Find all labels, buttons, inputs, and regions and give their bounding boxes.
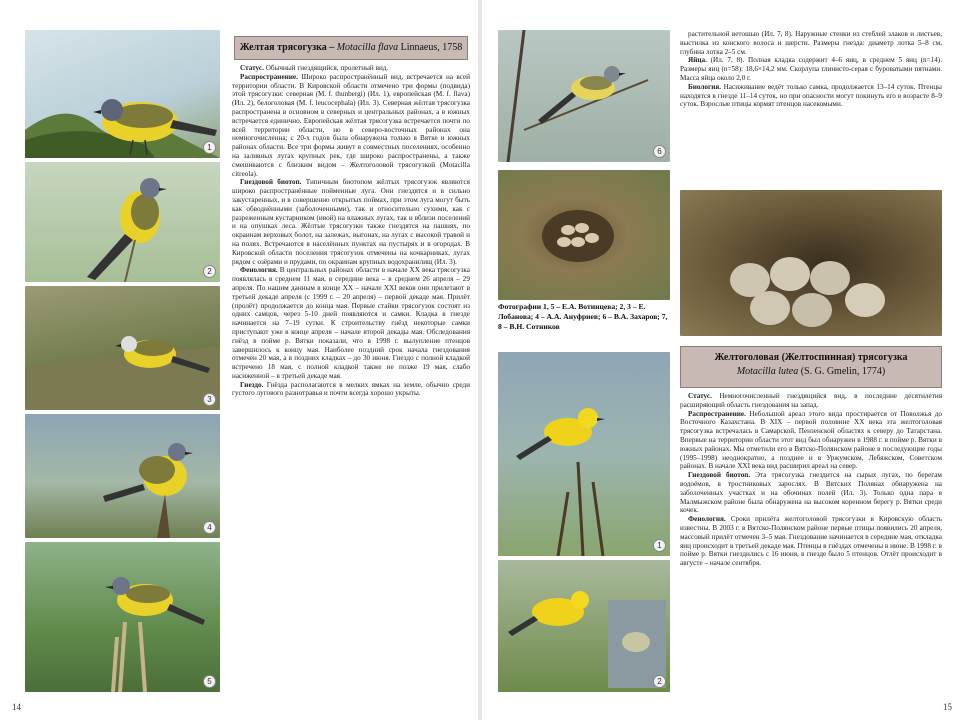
photo-wagtail-5	[25, 542, 220, 692]
photo-credits: Фотографии 1, 5 – Е.А. Вотинцева; 2, 3 – Е. Лобанова; 4 – А.А. Ануфриев; 6 – В.А. Захаров; 7, 8 – В.Н. Сотников	[498, 302, 668, 331]
photo-number: 1	[203, 141, 216, 154]
eggs-illustration-icon	[680, 190, 942, 336]
photo-wagtail-6	[498, 30, 670, 162]
paragraph: Гнездовой биотоп. Типичным биотопом жёлтых трясогузок являются широко распространённые пойменные луга. Они гнездятся и в сильно закустаренных, и в совершенно открытых поймах, при этом луга могут быть как обводнёнными (заболоченными), так и относительно сухими, как с разреженным кустарником (ивой) на влажных лугах, так и вблизи поселений и на опушках леса. Жёлтые трясогузки также гнездятся на пашнях, по окраинам верховых болот, на залежах, выгонах, на лугах с высокой травой и на полях. Встречаются в населённых пунктах на пустырях и в огородах. В Кировской области поселения трясогузок отмечены на кочкарниках, лугах рядом с озёрами и прудами, по окраинам крупных водохранилищ (Ил. 3).	[232, 178, 470, 266]
photo-citrine-wagtail-1	[498, 352, 670, 556]
photo-number: 4	[203, 521, 216, 534]
bird-illustration-icon	[498, 352, 670, 556]
photo-number: 6	[653, 145, 666, 158]
bird-illustration-icon	[498, 560, 670, 692]
paragraph: Фенология. Сроки прилёта желтоголовой трясогузки в Кировскую область известны. В 2003 г. в Вятско-Полянском районе первые птицы появились 20 апреля, массовый прилёт отмечен 3–5 мая. Гнездование начинается в середине мая, откладка яиц происходит в третьей декаде мая. Птенцы в гнёздах отмечены в июне. В 1998 г. в пойме р. Вятки гнездились с 16 июня, в гнезде было 5 птенцов. Отлёт происходит в августе – начале сентября.	[680, 515, 942, 568]
heading-author: Linnaeus, 1758	[400, 42, 463, 53]
bird-illustration-icon	[25, 542, 220, 692]
heading-author: (S. G. Gmelin, 1774)	[800, 366, 886, 377]
paragraph: Распространение. Широко распространённый вид, встречается на всей территории области. В Кировской области отмечено три формы (подвида) этой трясогузки: северная (M. f. thunbergi) (Ил. 1), европейская (M. f. flava) (Ил. 2), белоголовая (M. f. leucocephala) (Ил. 3). Северная жёлтая трясогузка распространена в основном в северных и центральных районах, а в южных встречается единично. Европейская жёлтая трясогузка встречается почти по всей территории области, но в северо-восточных районах она немногочисленна; с 20-х годов была обнаружена только в Вятке и южных районах области. Все три формы живут в совместных поселениях, особенно на заливных лугах крупных рек, где широко распространены, а также смешиваются с близким видом – Желтоголовой трясогузкой (Motacilla citreola).	[232, 72, 470, 178]
photo-number: 1	[653, 539, 666, 552]
paragraph: Статус. Обычный гнездящийся, пролетный вид.	[240, 64, 389, 72]
paragraph: Распространение. Небольшой ареал этого вида простирается от Поволжья до Восточного Казахстана. В XIX – первой половине XX века эта желтоголовая трясогузка встречалась в Самарской, Пензенской областях к северу до Татарстана. Впервые на территории области этот вид был обнаружен в 1988 г. в пойме р. Вятки в южных районах. Мы отметили его в Вятско-Полянском районе в последующие годы (1995–1998) неоднократно, а позднее и в Уржумском, Лебяжском, Советском районах. В начале XXI века вид расширил ареал на север.	[680, 409, 942, 471]
heading-title: Желтоголовая (Желтоспинная) трясогузка	[714, 352, 908, 363]
species-heading	[234, 36, 468, 60]
left-body-text	[232, 64, 470, 694]
bird-illustration-icon	[25, 414, 220, 538]
bird-illustration-icon	[25, 286, 220, 410]
photo-citrine-wagtail-2	[498, 560, 670, 692]
paragraph: Яйца. (Ил. 7, 8). Полная кладка содержит 4–6 яиц, в среднем 5 яиц (n=14). Размеры яиц (n=58): 18,6×14,2 мм. Скорлупа глинисто-серая с буроватыми пятнами. Масса яйца около 2,0 г.	[680, 56, 942, 82]
photo-wagtail-3	[25, 286, 220, 410]
bird-illustration-icon	[498, 30, 670, 162]
page-number: 15	[943, 702, 952, 712]
heading-latin: Motacilla lutea	[736, 366, 799, 377]
species-heading-2	[680, 346, 942, 388]
photo-nest-7	[498, 170, 670, 300]
page-number: 14	[12, 702, 21, 712]
paragraph: Фенология. В центральных районах области в начале XX века трясогузка появлялась в среднем 11 мая, в середине века – в среднем 26 апреля – 29 апреля. По нашим данным в конце XX – начале XXI веков они прилетают в третьей декаде апреля (с 1999 г. – 20 апреля) – первой декаде мая. Прилёт (пролёт) продолжается до конца мая. Первые стайки трясогузок состоят из одних самцов, через 5-10 дней появляются и самки. Кладка в гнезде начинается на 7–19 сутки. К строительству гнёзд некоторые самки приступают уже в конце апреля – начале второй декады мая. Обследования гнёзд в пойме р. Вятки показали, что в 1998 г. вылупление птенцов завершилось к концу мая. Наиболее поздний срок начала гнездования отмечен 20 мая, а в поздних кладках – до 30 июня. Гнездо с полной кладкой встречено 18 мая, с полной кладкой также не позже 19 мая, слабо насиженной – в третьей декаде мая.	[232, 266, 470, 380]
heading-title: Желтая трясогузка –	[239, 42, 335, 53]
right-page	[482, 0, 960, 720]
bird-illustration-icon	[25, 30, 220, 158]
right-top-text	[680, 30, 942, 186]
nest-illustration-icon	[498, 170, 670, 300]
paragraph: Гнездо. Гнёзда располагаются в мелких ямках на земле, обычно среди густого лугового разнотравья и почти всегда хорошо укрыты.	[232, 380, 470, 398]
photo-number: 5	[203, 675, 216, 688]
left-page	[0, 0, 478, 720]
photo-number: 3	[203, 393, 216, 406]
photo-eggs-8	[680, 190, 942, 336]
photo-wagtail-1	[25, 30, 220, 158]
paragraph: Гнездовой биотоп. Эта трясогузка гнездится на сырых лугах, по берегам водоёмов, в тростниковых зарослях. В Вятских Полянах обнаружена на заболоченных участках и на обочинах полей (Ил. 3). Только одна пара в Малмыжском районе была обнаружена на высоком коренном берегу р. Вятки среди кочек.	[680, 471, 942, 515]
paragraph: растительной ветошью (Ил. 7, 8). Наружные стенки из стеблей злаков и листьев, выстилка из конского волоса и шерсти. Размеры гнезда: диаметр лотка 5–8 см, глубина лотка 2–5 см.	[680, 30, 942, 56]
paragraph: Биология. Насиживание ведёт только самка, продолжается 13–14 суток. Птенцы находятся в гнезде 11–14 суток, но при опасности могут покинуть его в возрасте 8–9 суток. Взрослые птицы кормят птенцов насекомыми.	[680, 82, 942, 109]
right-body-text	[680, 392, 942, 694]
bird-illustration-icon	[25, 162, 220, 282]
photo-number: 2	[653, 675, 666, 688]
photo-wagtail-2	[25, 162, 220, 282]
heading-latin: Motacilla flava	[336, 42, 399, 53]
photo-number: 2	[203, 265, 216, 278]
paragraph: Статус. Немногочисленный гнездящийся вид, в последние десятилетия расширяющий область гнездования на запад.	[680, 392, 942, 409]
photo-wagtail-4	[25, 414, 220, 538]
